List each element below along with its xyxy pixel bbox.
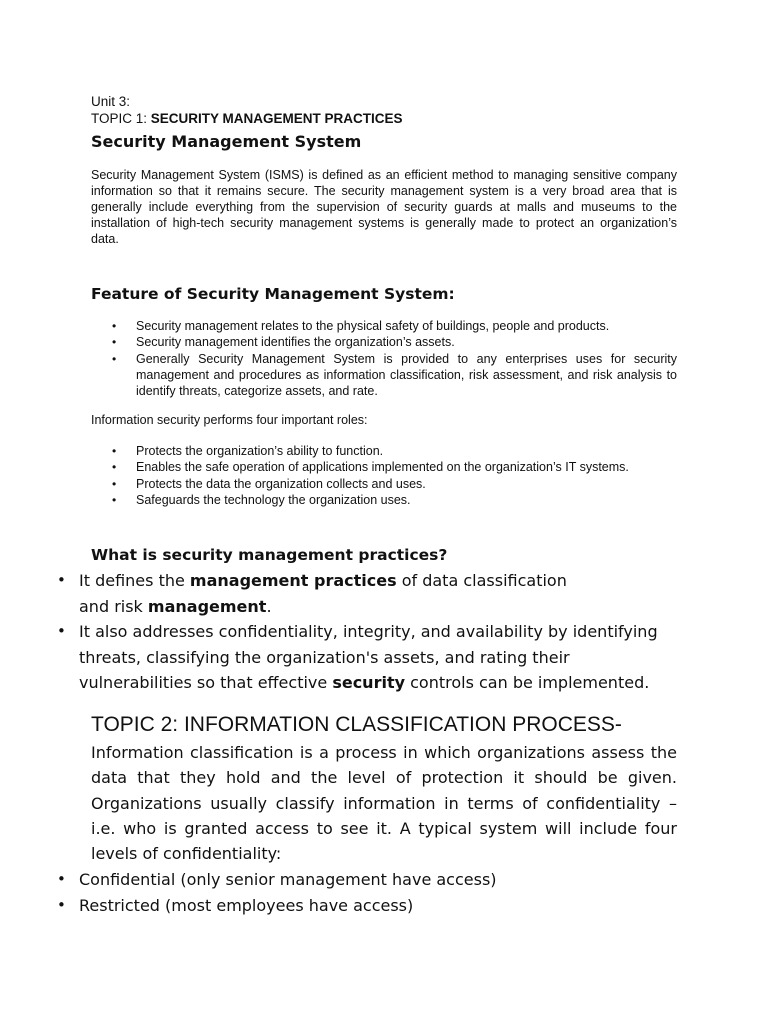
list-item: • It also addresses confidentiality, integrity, and availability by identifying threats, classifying the organization's assets, and rating their vulnerabilities so that effective security controls can be implemented. — [57, 619, 677, 696]
topic1-heading — [91, 111, 403, 127]
classification-levels-list — [57, 867, 677, 918]
features-title: Feature of Security Management System: — [91, 285, 455, 303]
list-item: • Enables the safe operation of applications implemented on the organization’s IT systems. — [91, 459, 647, 475]
topic1-title: SECURITY MANAGEMENT PRACTICES — [150, 111, 403, 126]
list-item: • Security management identifies the organization’s assets. — [91, 334, 677, 350]
topic2-paragraph: Information classification is a process in which organizations assess the data that they hold and the level of protection it should be given. Organizations usually classify information in terms of confidentiality – i.e. who is granted access to see it. A typical system will include four levels of confidentiality: — [91, 743, 677, 864]
features-list — [91, 318, 677, 399]
roles-intro: Information security performs four important roles: — [91, 413, 368, 427]
unit-label: Unit 3: — [91, 94, 131, 109]
list-item: • Safeguards the technology the organization uses. — [91, 492, 647, 508]
list-item: • Confidential (only senior management have access) — [57, 867, 677, 893]
intro-paragraph: Security Management System (ISMS) is defined as an efficient method to managing sensitive company information so that it remains secure. The security management system is a very broad area that is generally include everything from the supervision of security guards at malls and museums to the installation of high-tech security management systems is generally made to protect an organization’s data. — [91, 168, 677, 246]
list-item: • Security management relates to the physical safety of buildings, people and products. — [91, 318, 677, 334]
practices-list — [57, 568, 677, 696]
list-item: • Protects the data the organization collects and uses. — [91, 476, 647, 492]
topic1-prefix: TOPIC 1: — [91, 111, 151, 126]
list-item: • Restricted (most employees have access) — [57, 893, 677, 919]
roles-list — [91, 443, 647, 508]
practices-title: What is security management practices? — [91, 546, 448, 564]
list-item: • Generally Security Management System is provided to any enterprises uses for security management and procedures as information classification, risk assessment, and risk analysis to identify threats, categorize assets, and rate. — [91, 351, 677, 400]
list-item: • Protects the organization’s ability to function. — [91, 443, 647, 459]
topic2-title: TOPIC 2: INFORMATION CLASSIFICATION PROCESS- — [91, 713, 622, 736]
list-item: • It defines the management practices of data classification and risk management. — [57, 568, 599, 619]
section-title: Security Management System — [91, 132, 362, 151]
